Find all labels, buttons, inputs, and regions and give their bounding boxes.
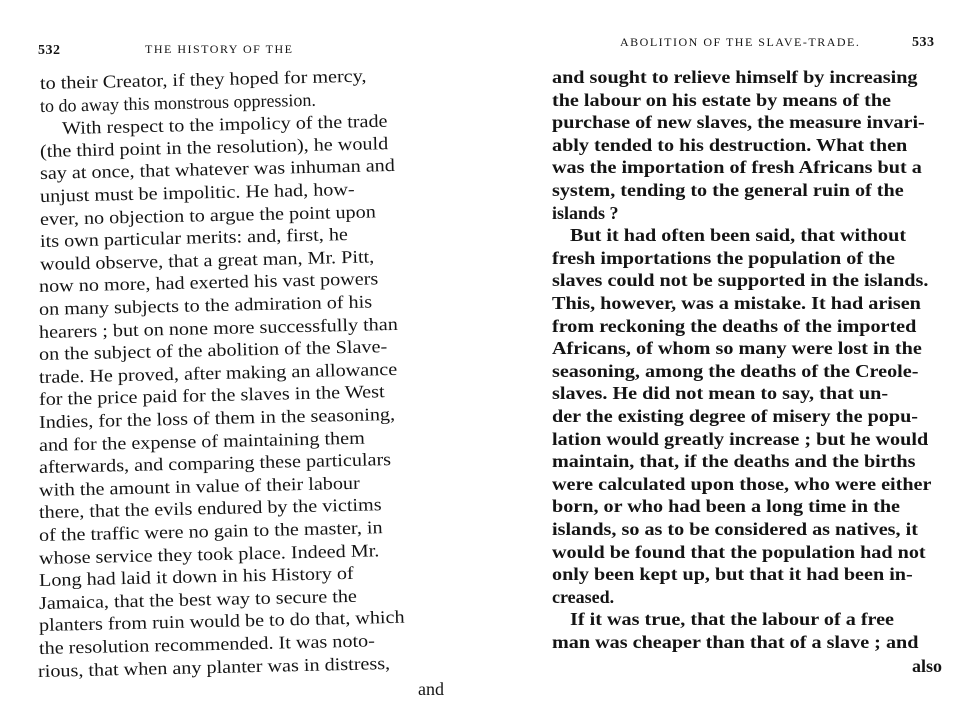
text-line: on many subjects to the admiration of his [39,291,373,319]
text-line: with the amount in value of their labour [38,472,360,500]
text-line: its own particular merits: and, first, he [39,224,348,252]
text-line: planters from ruin would be to do that, which [38,607,405,636]
text-line: of the traffic were no gain to the master, in [38,517,383,545]
text-line: purchase of new slaves, the measure invari- [552,112,925,133]
text-line: the labour on his estate by means of the [552,89,892,110]
right-page-number: 533 [912,35,935,50]
text-line: This, however, was a mistake. It had arisen [552,293,921,313]
text-line: and sought to relieve himself by increasing [552,67,918,87]
text-line: system, tending to the general ruin of the [552,180,904,200]
left-page-number: 532 [38,43,61,58]
text-line: were calculated upon those, who were either [552,473,932,494]
text-line: der the existing degree of misery the popu- [552,406,919,426]
text-line: ever, no objection to argue the point upon [39,200,376,229]
text-line: hearers ; but on none more successfully than [39,313,399,342]
text-line: But it had often been said, that without [570,225,907,246]
text-line: Long had laid it down in his History of [38,563,354,591]
right-page [490,0,980,728]
text-line: (the third point in the resolution), he would [39,132,389,161]
text-line: rious, that when any planter was in distress, [38,652,391,681]
text-line: trade. He proved, after making an allowance [38,358,398,387]
text-line: to do away this monstrous oppression. [39,89,317,116]
text-line: Indies, for the loss of them in the seasoning, [38,403,396,432]
text-line: whose service they took place. Indeed Mr. [38,539,380,568]
text-line: maintain, that, if the deaths and the births [552,451,916,472]
text-line: on the subject of the abolition of the Slave- [39,336,388,365]
text-line: born, or who had been a long time in the [552,496,900,517]
text-line: islands, so as to be considered as natives, it [552,519,918,539]
text-line: and for the expense of maintaining them [38,427,366,455]
text-line: fresh importations the population of the [552,247,895,268]
text-line: from reckoning the deaths of the imported [552,315,917,336]
left-running-head: THE HISTORY OF THE [145,42,294,56]
text-line: to their Creator, if they hoped for mercy, [39,65,367,93]
text-line: was the importation of fresh Africans but a [552,157,922,178]
text-line: With respect to the impolicy of the trade [61,110,388,139]
text-line: seasoning, among the deaths of the Creole- [552,360,919,381]
text-line: slaves could not be supported in the islands. [552,270,929,291]
text-line: man was cheaper than that of a slave ; and [552,632,919,652]
text-line: unjust must be impolitic. He had, how- [39,178,355,206]
text-line: say at once, that whatever was inhuman and [39,155,395,184]
text-line: creased. [552,586,615,607]
text-line: now no more, had exerted his vast powers [39,268,379,297]
left-catchword: and [418,679,444,699]
text-line: If it was true, that the labour of a free [570,609,895,630]
text-line: only been kept up, but that it had been in- [552,564,913,585]
text-line: would be found that the population had not [552,541,926,562]
text-line: for the price paid for the slaves in the West [38,381,385,410]
text-line: there, that the evils endured by the victims [38,494,382,523]
text-line: would observe, that a great man, Mr. Pitt, [39,246,374,274]
text-line: lation would greatly increase ; but he would [552,428,929,449]
text-line: Africans, of whom so many were lost in the [552,338,922,359]
right-running-head: ABOLITION OF THE SLAVE-TRADE. [620,35,861,49]
text-line: slaves. He did not mean to say, that un- [552,383,889,404]
text-line: ably tended to his destruction. What then [552,134,908,155]
text-line: the resolution recommended. It was noto- [38,630,375,658]
text-line: afterwards, and comparing these particulars [38,449,392,478]
right-catchword: also [912,656,943,676]
text-line: islands ? [552,202,619,223]
text-line: Jamaica, that the best way to secure the [38,585,357,613]
